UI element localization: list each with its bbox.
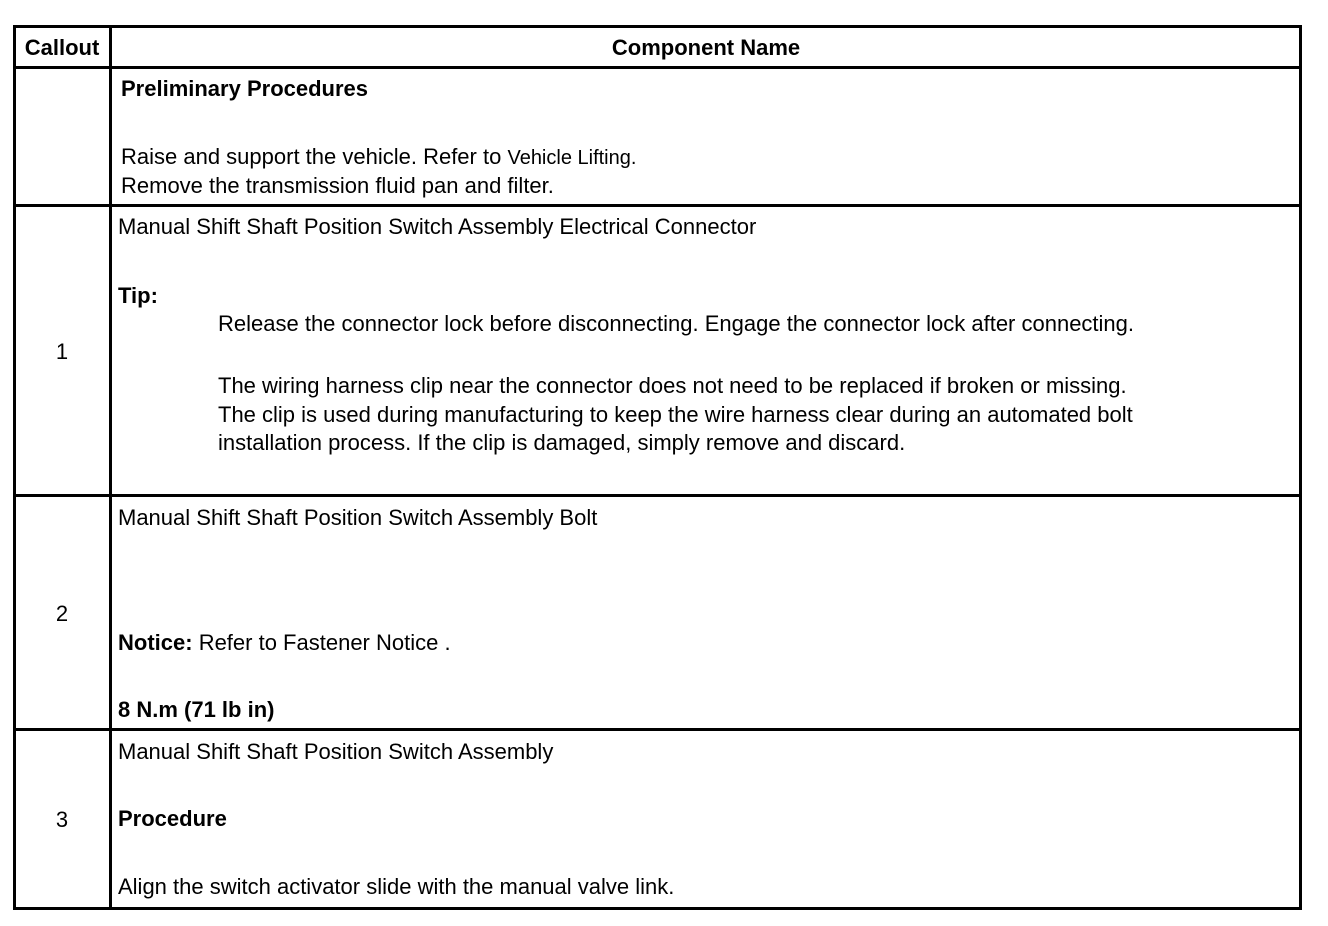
callout-number-2: 2 <box>55 601 69 626</box>
tip-line-3: The clip is used during manufacturing to keep the wire harness clear during an automated bolt <box>218 402 1133 427</box>
notice-text: Refer to Fastener Notice . <box>198 630 451 655</box>
tip-line-2: The wiring harness clip near the connector does not need to be replaced if broken or missing. <box>218 373 1127 398</box>
preliminary-line-1 <box>121 143 636 172</box>
header-divider <box>13 66 1302 69</box>
tip-line-1: Release the connector lock before disconnecting. Engage the connector lock after connecting. <box>218 311 1135 336</box>
component-name-2: Manual Shift Shaft Position Switch Assembly Bolt <box>118 505 598 530</box>
procedure-text: Align the switch activator slide with the manual valve link. <box>118 874 675 899</box>
procedure-label: Procedure <box>118 806 227 831</box>
tip-line-4: installation process. If the clip is damaged, simply remove and discard. <box>218 430 906 455</box>
preliminary-title: Preliminary Procedures <box>121 76 369 101</box>
header-component-name: Component Name <box>611 35 801 60</box>
row-divider-preliminary <box>13 204 1302 207</box>
preliminary-line-1-text: Raise and support the vehicle. Refer to <box>121 144 508 169</box>
callout-number-1: 1 <box>55 339 69 364</box>
vehicle-lifting-link[interactable]: Vehicle Lifting. <box>507 147 637 169</box>
component-name-1: Manual Shift Shaft Position Switch Assembly Electrical Connector <box>118 214 757 239</box>
row-divider-2 <box>13 728 1302 731</box>
component-name-3: Manual Shift Shaft Position Switch Assembly <box>118 739 554 764</box>
notice-label: Notice: <box>118 630 193 655</box>
notice-line <box>118 629 451 657</box>
preliminary-line-2: Remove the transmission fluid pan and filter. <box>121 173 554 198</box>
column-divider <box>109 25 112 910</box>
row-divider-1 <box>13 494 1302 497</box>
torque-spec: 8 N.m (71 lb in) <box>118 697 275 722</box>
tip-label: Tip: <box>118 283 158 308</box>
callout-number-3: 3 <box>55 807 69 832</box>
header-callout: Callout <box>24 35 100 60</box>
